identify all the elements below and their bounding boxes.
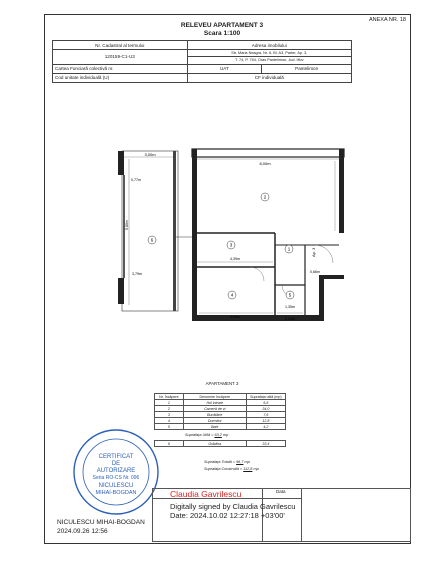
dim-text-6: 4,39m xyxy=(230,257,240,261)
engineer-date: 2024.09.26 12:56 xyxy=(57,528,108,535)
garden-outline xyxy=(122,151,178,311)
built-area-line: Suprafața Construită = 112,8 mp xyxy=(204,467,259,471)
uat-label: UAT xyxy=(187,64,262,73)
signature-box-right xyxy=(302,488,411,542)
svg-text:NICULESCU: NICULESCU xyxy=(98,483,134,489)
floor-plan xyxy=(110,145,350,335)
carte-label: Cartea Funciară colectivă nr. xyxy=(53,64,188,73)
table-row: 3 Bucătărie 7,6 xyxy=(155,412,286,418)
table-row: 1 Hol intrare 6,6 xyxy=(155,400,286,406)
cadastral-label: Nr. Cadastral al termului xyxy=(53,41,188,50)
svg-text:3: 3 xyxy=(229,242,233,248)
wall-right-lower xyxy=(319,275,324,321)
certification-stamp xyxy=(72,428,160,516)
wall-top xyxy=(192,149,344,157)
dim-text-9: 1,35m xyxy=(285,305,295,309)
dim-text-1: 3,00m xyxy=(144,152,156,157)
svg-text:MIHAI-BOGDAN: MIHAI-BOGDAN xyxy=(95,490,137,496)
wall-hall-bottom xyxy=(324,275,344,279)
door-arc-entry xyxy=(315,245,333,263)
garden-wall-bottom xyxy=(118,278,124,304)
document-title: RELEVEU APARTAMENT 3 xyxy=(180,22,264,29)
dim-text-8: 2,24m xyxy=(285,317,295,321)
dim-text-7: 3,84m xyxy=(230,315,240,319)
total-area-line: Suprafața Totală = 96,7 mp xyxy=(204,460,250,464)
rooms-table-title: APARTAMENT 3 xyxy=(205,381,239,386)
rooms-table xyxy=(154,393,286,447)
dim-text-4: 5,80m xyxy=(125,220,129,230)
table-row: 2 Cameră de zi 34,0 xyxy=(155,406,286,412)
svg-text:AUTORIZARE: AUTORIZARE xyxy=(96,468,136,474)
address-value-2: T. 74, P. 754, Oras Pantelimon, Jud. Ilfov xyxy=(187,57,351,64)
svg-text:6: 6 xyxy=(150,237,154,243)
table-row: 4 Dormitor 12,8 xyxy=(155,418,286,424)
signature-date-header: Data xyxy=(276,489,286,494)
apartment-label: Ap. 3 xyxy=(311,247,316,257)
wall-left xyxy=(192,149,197,321)
digital-signature-line: Digitally signed by Claudia Gavrilescu xyxy=(170,502,296,511)
svg-text:4: 4 xyxy=(230,292,234,298)
cod-label: Cod unitate individuală (U) xyxy=(53,73,188,82)
engineer-name: NICULESCU MIHAI-BOGDAN xyxy=(57,519,145,526)
wall-right-upper xyxy=(339,149,344,233)
annex-number: ANEXA NR. 18 xyxy=(369,17,406,23)
garden-wall-top xyxy=(118,151,124,175)
useful-area-line: Suprafața Utilă = 63,2 mp xyxy=(185,433,229,437)
svg-text:5: 5 xyxy=(288,292,292,298)
dim-text-5: 3,79m xyxy=(132,272,142,276)
svg-text:2: 2 xyxy=(263,194,267,200)
cf-label: CF individuală xyxy=(187,73,351,82)
signature-name-red: Claudia Gavrilescu xyxy=(170,489,242,499)
info-table xyxy=(52,40,352,83)
document-scale: Scara 1:100 xyxy=(203,30,241,37)
digital-signature-date: Date: 2024.10.02 12:27:18 +03'00' xyxy=(170,511,285,520)
table-row: 6 Grădina 33,4 xyxy=(155,441,286,447)
room-marker-5 xyxy=(286,291,294,299)
wall-bottom xyxy=(192,315,324,321)
svg-text:DE: DE xyxy=(111,461,121,467)
svg-text:CERTIFICAT: CERTIFICAT xyxy=(98,454,134,460)
room-marker-3 xyxy=(227,241,235,249)
cadastral-value: 120159-C1-U3 xyxy=(53,50,188,64)
room-marker-1 xyxy=(285,245,293,253)
room-marker-4 xyxy=(228,291,236,299)
dim-text-3: 0,77m xyxy=(131,178,141,182)
address-label: Adresa imobilului xyxy=(187,41,351,50)
rooms-table-header: Nr. Încăpere Denumire încăpere Suprafața utilă (mp) xyxy=(155,394,286,400)
svg-text:Seria RO-CS Nr. 096: Seria RO-CS Nr. 096 xyxy=(92,475,140,481)
dim-text-2: 8,00m xyxy=(259,161,271,166)
room-marker-2 xyxy=(261,193,269,201)
table-row: 5 Baie 4,2 xyxy=(155,424,286,430)
svg-text:1: 1 xyxy=(287,246,291,252)
room-marker-6 xyxy=(148,236,156,244)
address-value: Str. Maria Neagra, Nr. 6, Bl. A3, Parter, Ap. 3, xyxy=(187,50,351,57)
garden-wall-right xyxy=(173,151,176,311)
dim-text-10: 0,66m xyxy=(310,270,320,274)
uat-value: Pantelimon xyxy=(262,64,352,73)
door-arc-bedroom xyxy=(250,267,264,281)
